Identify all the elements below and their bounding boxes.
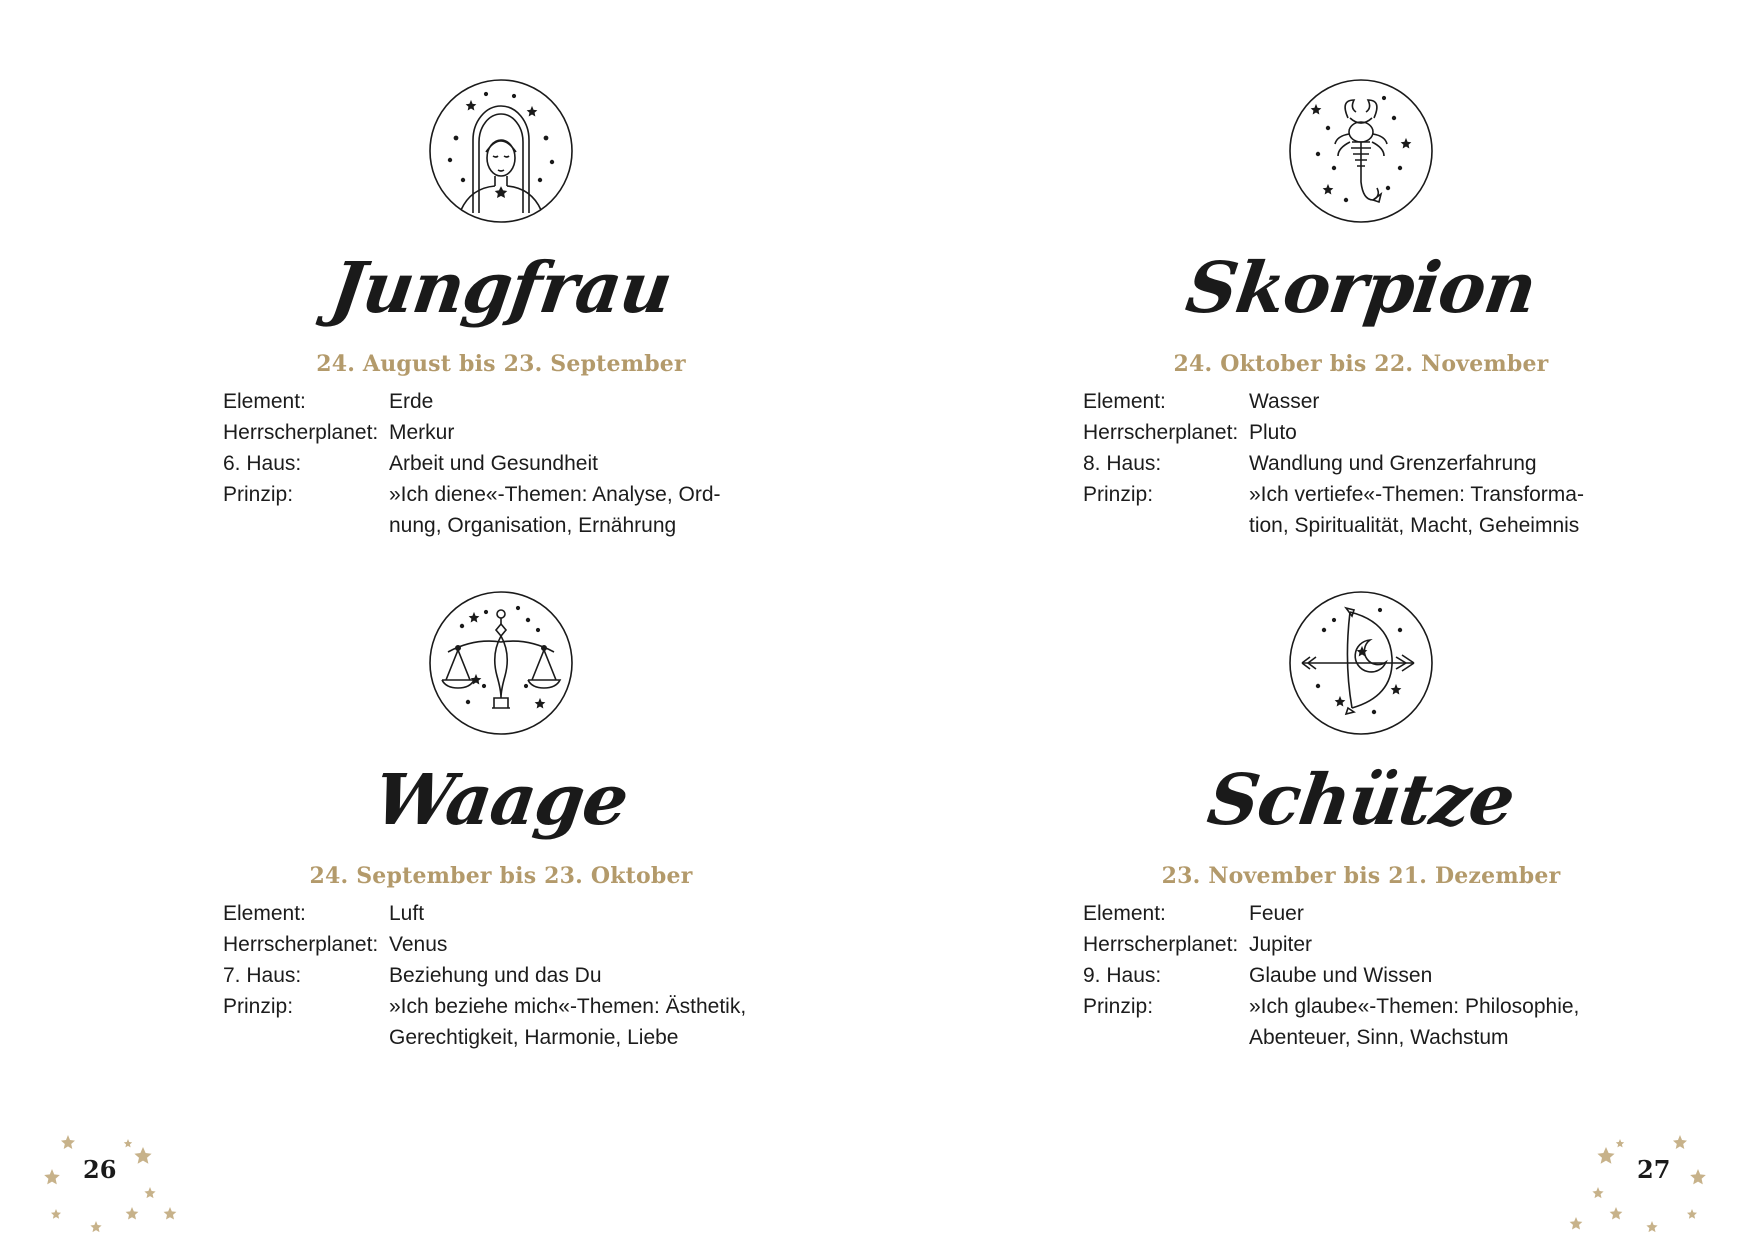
property-label: Prinzip: <box>223 483 294 506</box>
property-house <box>223 960 783 991</box>
property-value: Luft <box>389 902 425 925</box>
property-principle <box>1083 479 1643 541</box>
property-ruling-planet <box>1083 417 1643 448</box>
property-house <box>1083 448 1643 479</box>
property-label: Element: <box>1083 390 1166 413</box>
sign-properties <box>1083 386 1643 541</box>
property-house <box>1083 960 1643 991</box>
property-element <box>1083 898 1643 929</box>
property-label: Element: <box>223 902 306 925</box>
scorpion-icon <box>1288 78 1434 224</box>
property-value: Merkur <box>389 421 455 444</box>
stars-decoration-icon <box>1548 1125 1708 1240</box>
page-number-left: 26 <box>83 1155 117 1184</box>
property-value: »Ich diene«-Themen: Analyse, Ord- nung, Organisation, Ernährung <box>389 483 721 537</box>
property-value: Wandlung und Grenzerfahrung <box>1249 452 1537 475</box>
property-value: Wasser <box>1249 390 1320 413</box>
property-element <box>223 386 783 417</box>
sign-properties <box>223 898 783 1053</box>
property-value: »Ich glaube«-Themen: Philosophie, Abenteuer, Sinn, Wachstum <box>1249 995 1580 1049</box>
property-ruling-planet <box>223 929 783 960</box>
property-ruling-planet <box>223 417 783 448</box>
property-label: 7. Haus: <box>223 964 302 987</box>
property-value: »Ich vertiefe«-Themen: Transforma- tion, Spiritualität, Macht, Geheimnis <box>1249 483 1584 537</box>
sign-properties <box>1083 898 1643 1053</box>
property-element <box>1083 386 1643 417</box>
sign-date-range: 24. August bis 23. September <box>316 351 686 377</box>
property-label: Prinzip: <box>1083 483 1154 506</box>
sign-date-range: 24. Oktober bis 22. November <box>1173 351 1549 377</box>
virgo-woman-icon <box>428 78 574 224</box>
property-label: Herrscherplanet: <box>223 421 379 444</box>
property-principle <box>1083 991 1643 1053</box>
property-value: Erde <box>389 390 434 413</box>
property-label: Herrscherplanet: <box>1083 421 1239 444</box>
property-label: Herrscherplanet: <box>223 933 379 956</box>
property-label: 9. Haus: <box>1083 964 1162 987</box>
property-principle <box>223 991 783 1053</box>
property-value: Jupiter <box>1249 933 1313 956</box>
scales-icon <box>428 590 574 736</box>
property-label: Herrscherplanet: <box>1083 933 1239 956</box>
sign-title: Jungfrau <box>325 246 677 329</box>
property-element <box>223 898 783 929</box>
property-label: Prinzip: <box>223 995 294 1018</box>
property-label: 6. Haus: <box>223 452 302 475</box>
property-principle <box>223 479 783 541</box>
sign-title: Waage <box>369 758 633 841</box>
sign-properties <box>223 386 783 541</box>
property-label: Prinzip: <box>1083 995 1154 1018</box>
sign-title: Skorpion <box>1181 246 1541 329</box>
property-label: Element: <box>223 390 306 413</box>
sign-date-range: 24. September bis 23. Oktober <box>309 863 693 889</box>
property-house <box>223 448 783 479</box>
property-label: Element: <box>1083 902 1166 925</box>
property-value: Glaube und Wissen <box>1249 964 1433 987</box>
property-value: »Ich beziehe mich«-Themen: Ästhetik, Gerechtigkeit, Harmonie, Liebe <box>389 995 747 1049</box>
property-label: 8. Haus: <box>1083 452 1162 475</box>
property-value: Feuer <box>1249 902 1304 925</box>
property-ruling-planet <box>1083 929 1643 960</box>
property-value: Pluto <box>1249 421 1297 444</box>
property-value: Arbeit und Gesundheit <box>389 452 598 475</box>
sign-title: Schütze <box>1202 758 1520 841</box>
property-value: Venus <box>389 933 448 956</box>
bow-and-arrow-icon <box>1288 590 1434 736</box>
sign-date-range: 23. November bis 21. Dezember <box>1161 863 1561 889</box>
stars-decoration-icon <box>40 1125 200 1240</box>
page-number-right: 27 <box>1637 1155 1671 1184</box>
property-value: Beziehung und das Du <box>389 964 602 987</box>
